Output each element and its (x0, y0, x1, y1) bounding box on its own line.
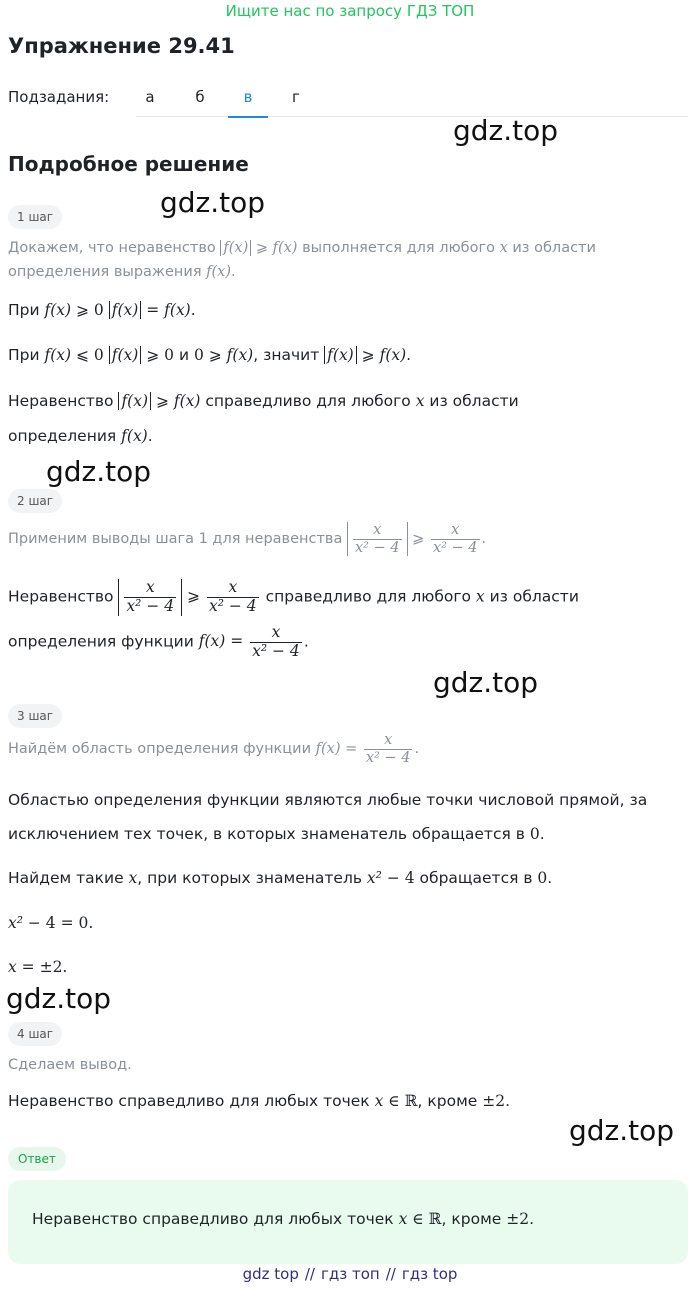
subtasks-bar (8, 84, 688, 118)
step-4-intro: Сделаем вывод. (8, 1057, 132, 1073)
step-3-equation-2: x = ±2. (8, 958, 68, 976)
watermark: gdz.top (453, 114, 559, 147)
step-1-line-2: При f(x) ⩽ 0 f(x) ⩾ 0 и 0 ⩾ f(x), значит f(x) ⩾ f(x). (8, 346, 412, 364)
tab-v[interactable]: в (228, 88, 268, 118)
step-3-intro: Найдём область определения функции f(x) = $\frac{x}{\text{x² − 4}}$ . (8, 732, 420, 766)
tab-b[interactable]: б (195, 88, 205, 106)
footer-link-gdz-top-mixed[interactable]: гдз top (401, 1265, 458, 1283)
step-2-line-1: Неравенство $\frac{x}{\text{x² − 4}}$ ⩾ $\frac{x}{\text{x² − 4}}$ справедливо для любого x из области (8, 578, 579, 615)
watermark: gdz.top (160, 186, 266, 219)
answer-text: Неравенство справедливо для любых точек x ∈ ℝ, кроме ±2. (32, 1210, 535, 1228)
answer-badge: Ответ (8, 1147, 66, 1171)
watermark: gdz.top (46, 455, 152, 488)
page-title: Упражнение 29.41 (8, 34, 235, 58)
step-3-badge: 3 шаг (8, 704, 62, 728)
tab-g[interactable]: г (292, 88, 300, 106)
step-1-intro-cont: определения выражения f(x). (8, 264, 236, 280)
section-title: Подробное решение (8, 152, 249, 176)
promo-banner: Ищите нас по запросу ГДЗ ТОП (225, 2, 475, 20)
footer-links (0, 1265, 700, 1283)
footer-link-gdz-top[interactable]: gdz top (242, 1265, 299, 1283)
step-3-line-3: Найдем такие x, при которых знаменатель x² − 4 обращается в 0. (8, 869, 553, 887)
step-1-badge: 1 шаг (8, 205, 62, 229)
step-2-intro: Применим выводы шага 1 для неравенства $\frac{x}{\text{x² − 4}}$ ⩾ $\frac{x}{\text{x² − 4}}$ . (8, 522, 487, 556)
footer-separator: // (304, 1265, 315, 1283)
watermark: gdz.top (569, 1114, 675, 1147)
watermark: gdz.top (433, 666, 539, 699)
step-3-equation-1: x² − 4 = 0. (8, 914, 94, 932)
subtasks-label: Подзадания: (8, 88, 110, 106)
step-4-line-1: Неравенство справедливо для любых точек x ∈ ℝ, кроме ±2. (8, 1092, 511, 1110)
step-2-badge: 2 шаг (8, 489, 62, 513)
footer-link-gdz-top-ru[interactable]: гдз топ (320, 1265, 380, 1283)
step-1-intro: Докажем, что неравенство f(x) ⩾ f(x) выполняется для любого x из области (8, 240, 596, 256)
step-1-line-1: При f(x) ⩾ 0 f(x) = f(x). (8, 301, 196, 319)
step-3-line-2: исключением тех точек, в которых знаменатель обращается в 0. (8, 825, 545, 843)
footer-separator: // (385, 1265, 396, 1283)
watermark: gdz.top (6, 982, 112, 1015)
tab-a[interactable]: а (145, 88, 155, 106)
step-1-line-4: определения f(x). (8, 427, 153, 445)
step-4-badge: 4 шаг (8, 1022, 62, 1046)
answer-box (8, 1180, 688, 1264)
step-3-line-1: Областью определения функции являются любые точки числовой прямой, за (8, 791, 648, 809)
step-2-line-2: определения функции f(x) = $\frac{x}{\text{x² − 4}}$ . (8, 623, 309, 660)
step-1-line-3: Неравенство f(x) ⩾ f(x) справедливо для любого x из области (8, 392, 519, 410)
